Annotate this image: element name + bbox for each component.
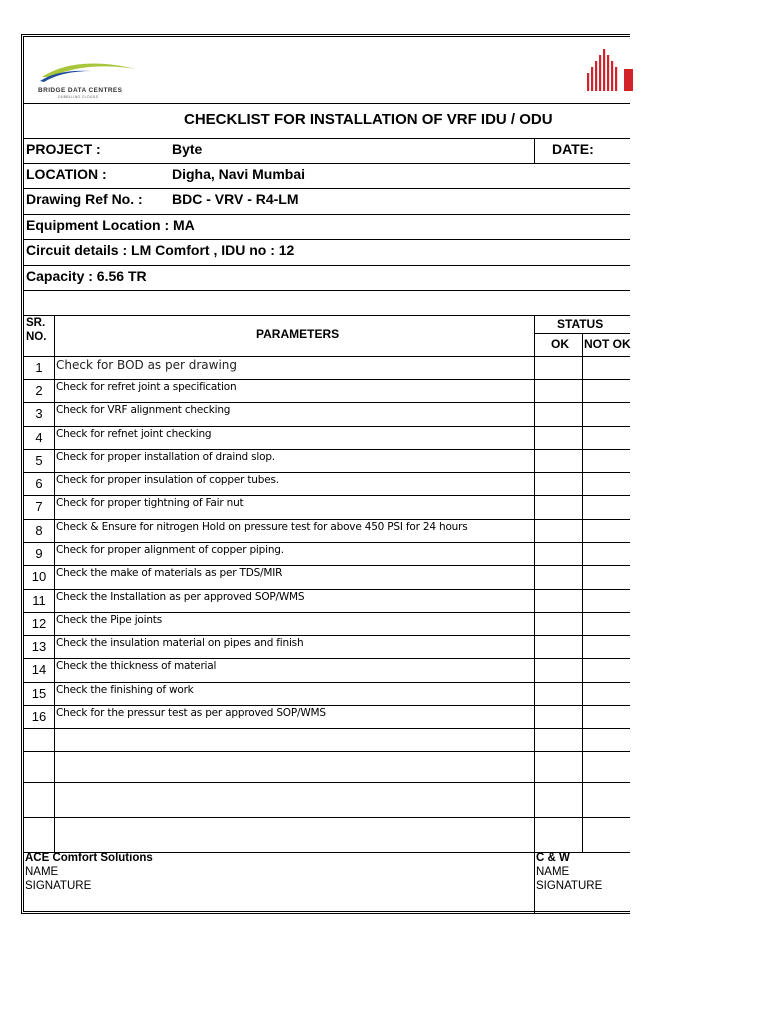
row-6-number: 6 — [35, 476, 43, 491]
drawing-ref-value: BDC - VRV - R4-LM — [172, 191, 299, 207]
row-5-number: 5 — [35, 453, 43, 468]
contractor-signature-label: SIGNATURE — [25, 880, 92, 892]
row-16-parameter: Check for the pressur test as per approved SOP/WMS — [56, 707, 326, 719]
row-13-number: 13 — [31, 639, 47, 654]
row-1-number: 1 — [35, 360, 43, 375]
row-6-parameter: Check for proper insulation of copper tubes. — [56, 474, 279, 486]
contractor-company: ACE Comfort Solutions — [25, 852, 153, 864]
project-value: Byte — [172, 141, 203, 157]
row-14-parameter: Check the thickness of material — [56, 660, 217, 672]
row-15-parameter: Check the finishing of work — [56, 684, 194, 696]
row-10-parameter: Check the make of materials as per TDS/MIR — [56, 567, 283, 579]
drawing-ref-label: Drawing Ref No. : — [26, 191, 143, 207]
row-9-number: 9 — [35, 546, 43, 561]
row-5-parameter: Check for proper installation of draind slop. — [56, 451, 275, 463]
contractor-name-label: NAME — [25, 866, 59, 878]
client-company: C & W — [536, 852, 570, 864]
status-header: STATUS — [557, 317, 604, 331]
client-name-label: NAME — [536, 866, 570, 878]
equipment-location: Equipment Location : MA — [26, 217, 195, 233]
row-15-number: 15 — [31, 686, 47, 701]
logo-company-name: BRIDGE DATA CENTRES — [38, 87, 123, 94]
not-ok-header: NOT OK — [584, 337, 631, 351]
circuit-details: Circuit details : LM Comfort , IDU no : 12 — [26, 242, 295, 258]
row-3-parameter: Check for VRF alignment checking — [56, 404, 231, 416]
row-4-parameter: Check for refnet joint checking — [56, 428, 212, 440]
row-10-number: 10 — [31, 569, 47, 584]
row-4-number: 4 — [35, 430, 43, 445]
parameters-header: PARAMETERS — [256, 327, 340, 341]
building-graphic-icon — [586, 47, 633, 93]
logo-tagline: DUBBLLING CLOUDS — [58, 95, 99, 99]
project-label: PROJECT : — [26, 141, 101, 157]
row-2-parameter: Check for refret joint a specification — [56, 381, 237, 393]
checklist-sheet — [21, 34, 630, 914]
row-2-number: 2 — [35, 383, 43, 398]
location-value: Digha, Navi Mumbai — [172, 166, 306, 182]
row-16-number: 16 — [31, 709, 47, 724]
sr-header-line2: NO. — [26, 331, 47, 343]
checklist-title: CHECKLIST FOR INSTALLATION OF VRF IDU / ODU — [184, 111, 553, 128]
row-1-parameter: Check for BOD as per drawing — [56, 358, 238, 372]
date-label: DATE: — [552, 141, 594, 157]
row-7-parameter: Check for proper tightning of Fair nut — [56, 497, 244, 509]
capacity: Capacity : 6.56 TR — [26, 268, 147, 284]
row-8-number: 8 — [35, 523, 43, 538]
row-12-parameter: Check the Pipe joints — [56, 614, 162, 626]
row-14-number: 14 — [31, 662, 47, 677]
row-11-parameter: Check the Installation as per approved SOP/WMS — [56, 591, 305, 603]
ok-header: OK — [551, 337, 569, 351]
row-13-parameter: Check the insulation material on pipes and finish — [56, 637, 304, 649]
row-12-number: 12 — [31, 616, 47, 631]
location-label: LOCATION : — [26, 166, 107, 182]
company-logo — [36, 53, 146, 103]
sr-header-line1: SR. — [26, 317, 46, 329]
row-8-parameter: Check & Ensure for nitrogen Hold on pressure test for above 450 PSI for 24 hours — [56, 521, 468, 533]
row-3-number: 3 — [35, 406, 43, 421]
row-11-number: 11 — [32, 593, 46, 608]
client-signature-label: SIGNATURE — [536, 880, 603, 892]
row-7-number: 7 — [35, 499, 43, 514]
row-9-parameter: Check for proper alignment of copper piping. — [56, 544, 284, 556]
